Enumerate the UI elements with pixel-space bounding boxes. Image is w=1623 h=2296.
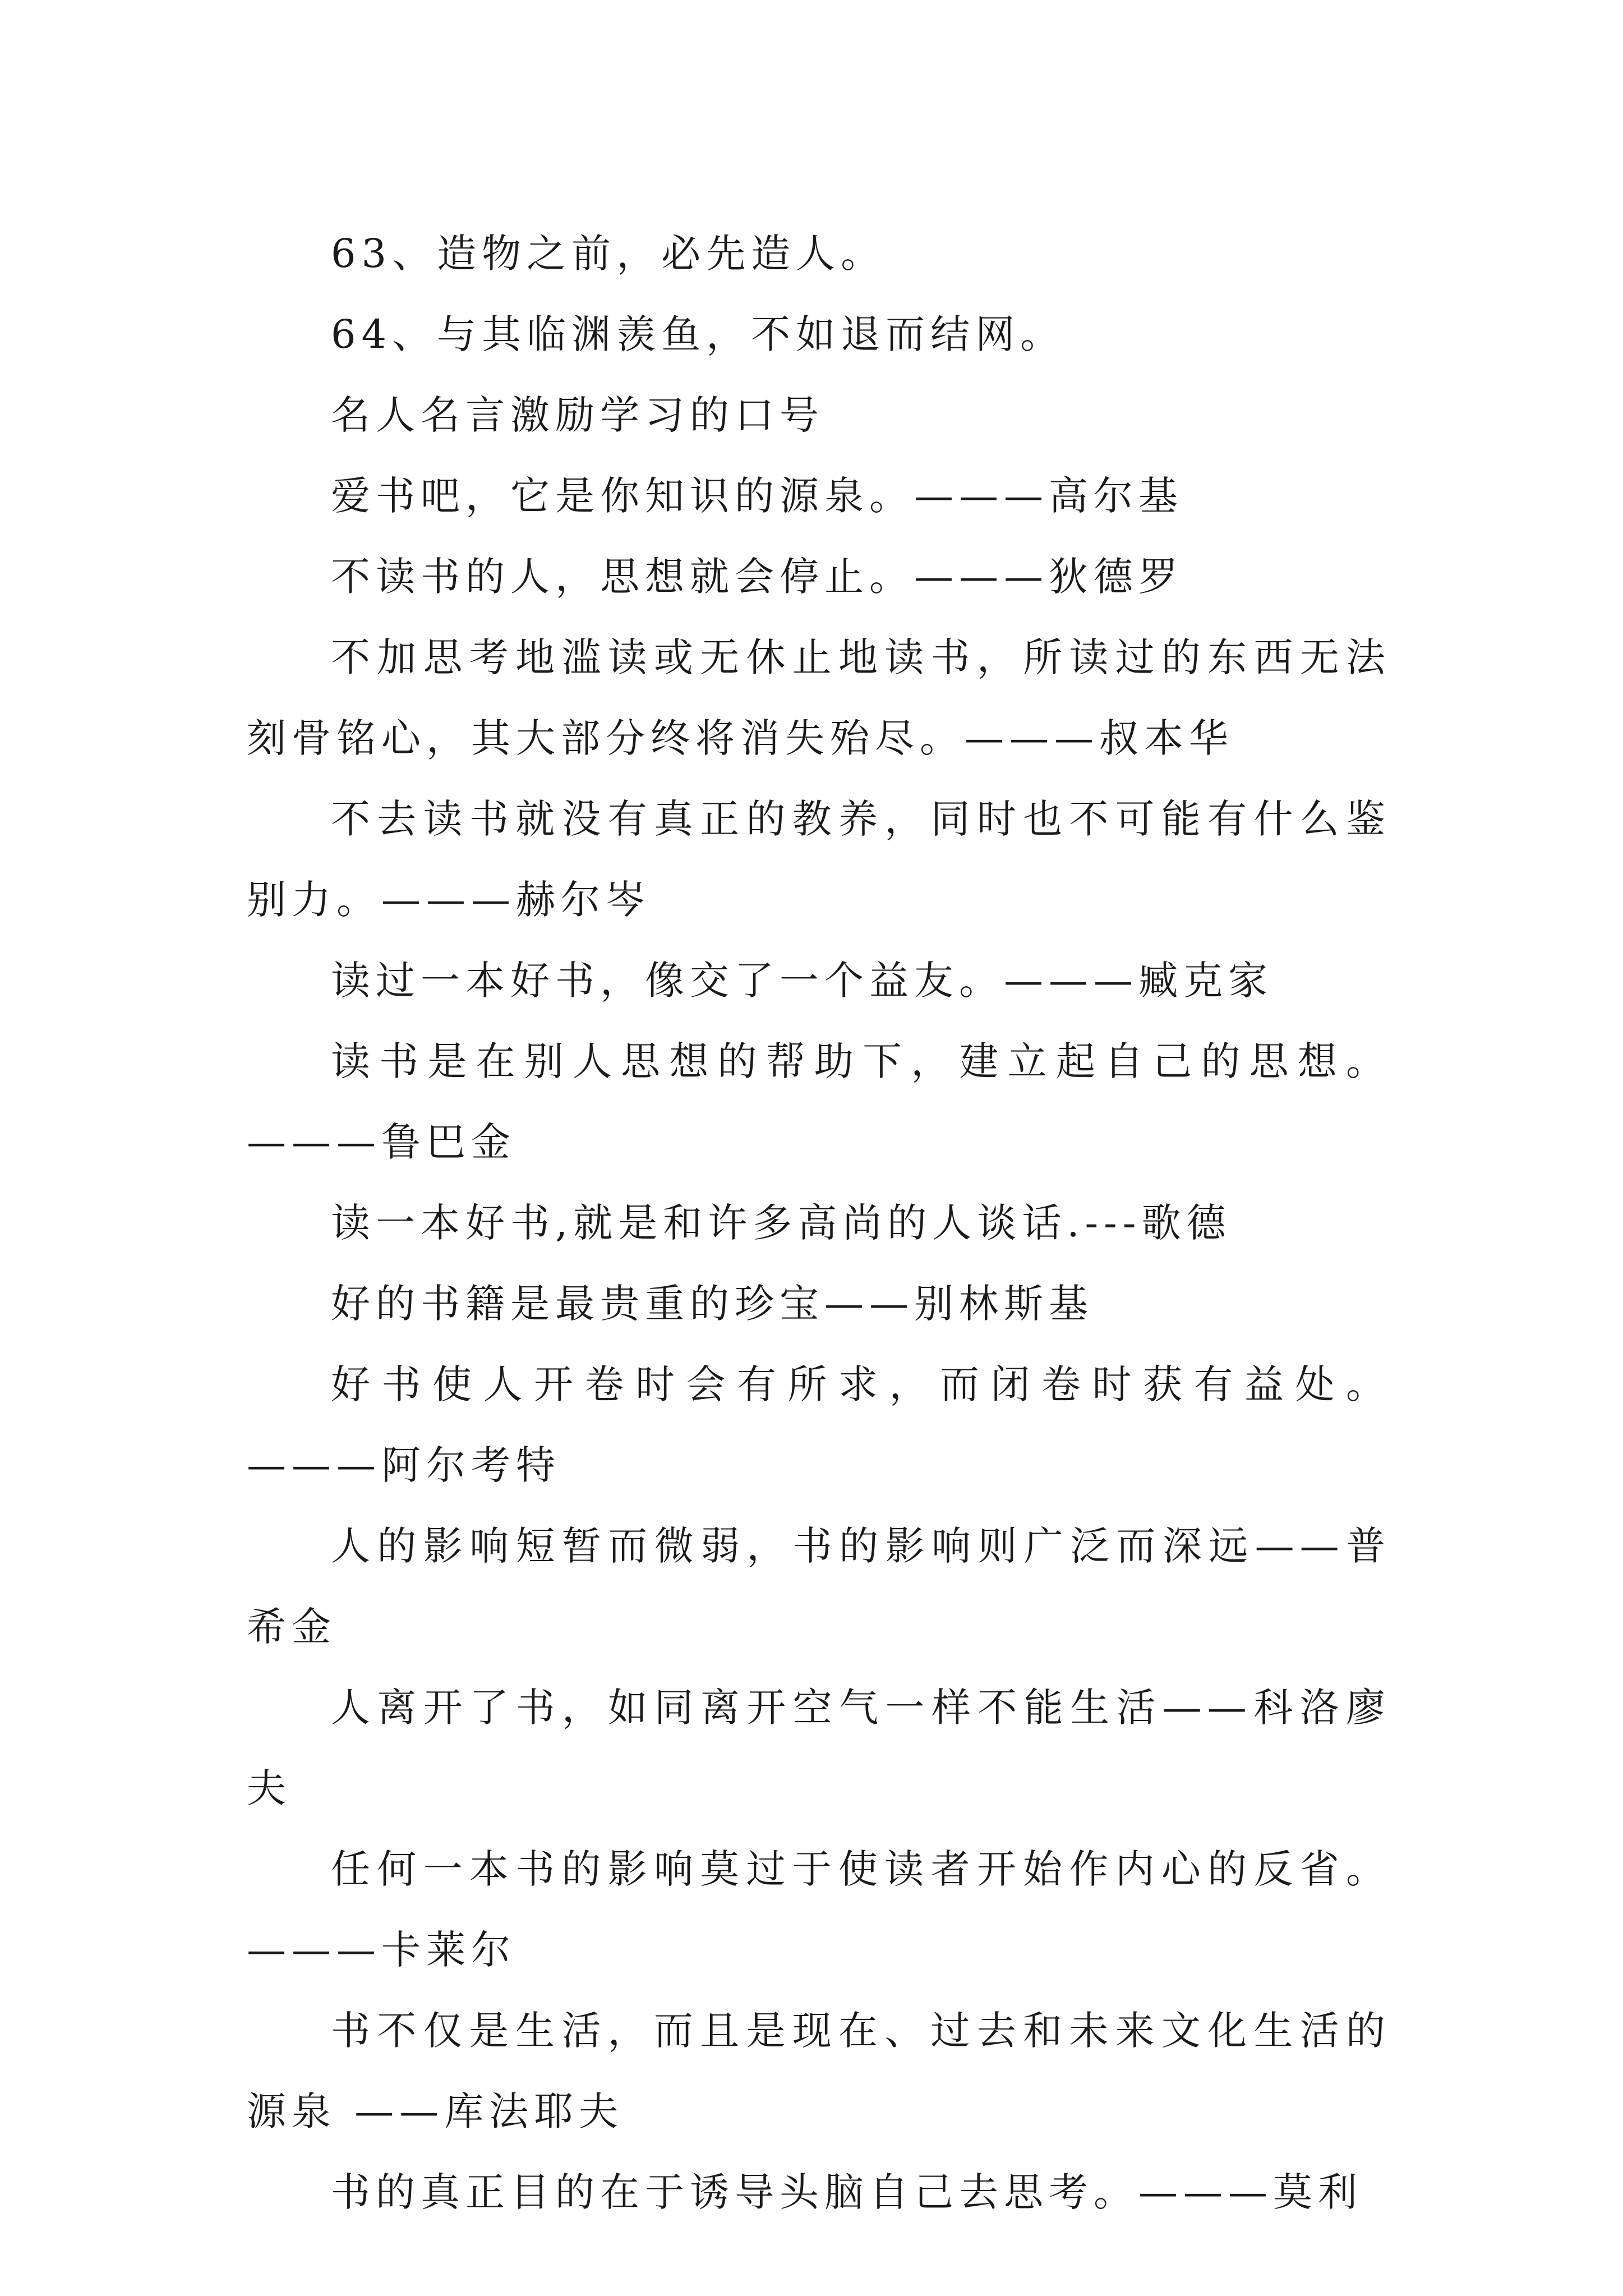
quote-gorky: 爱书吧，它是你知识的源泉。———高尔基 — [331, 473, 1183, 519]
quote-morley: 书的真正目的在于诱导头脑自己去思考。———莫利 — [331, 2169, 1363, 2215]
section-heading: 名人名言激励学习的口号 — [331, 392, 824, 438]
quote-carlyle: 任何一本书的影响莫过于使读者开始作内心的反省。———卡莱尔 — [247, 1846, 1391, 1973]
quote-korolev: 人离开了书，如同离开空气一样不能生活——科洛廖夫 — [247, 1685, 1391, 1811]
quote-goethe: 读一本好书,就是和许多高尚的人谈话.---歌德 — [331, 1200, 1232, 1246]
paragraph-63: 63、造物之前，必先造人。 — [331, 231, 886, 277]
quote-alcott: 好书使人开卷时会有所求，而闭卷时获有益处。———阿尔考特 — [247, 1361, 1391, 1488]
quote-schopenhauer: 不加思考地滥读或无休止地读书，所读过的东西无法刻骨铭心，其大部分终将消失殆尽。———叔本华 — [247, 634, 1391, 761]
quote-rubakin: 读书是在别人思想的帮助下，建立起自己的思想。———鲁巴金 — [247, 1038, 1391, 1165]
quote-herzen: 不去读书就没有真正的教养，同时也不可能有什么鉴别力。———赫尔岑 — [247, 796, 1391, 923]
quote-diderot: 不读书的人，思想就会停止。———狄德罗 — [331, 554, 1183, 600]
quote-belinsky: 好的书籍是最贵重的珍宝——别林斯基 — [331, 1281, 1094, 1327]
quote-pushkin: 人的影响短暂而微弱，书的影响则广泛而深远——普希金 — [247, 1523, 1391, 1650]
document-body — [247, 213, 1391, 2233]
paragraph-64: 64、与其临渊羡鱼，不如退而结网。 — [331, 311, 1066, 357]
quote-zang-kejia: 读过一本好书，像交了一个益友。———臧克家 — [331, 958, 1273, 1004]
quote-kufayev: 书不仅是生活，而且是现在、过去和未来文化生活的源泉 ——库法耶夫 — [247, 2008, 1391, 2134]
